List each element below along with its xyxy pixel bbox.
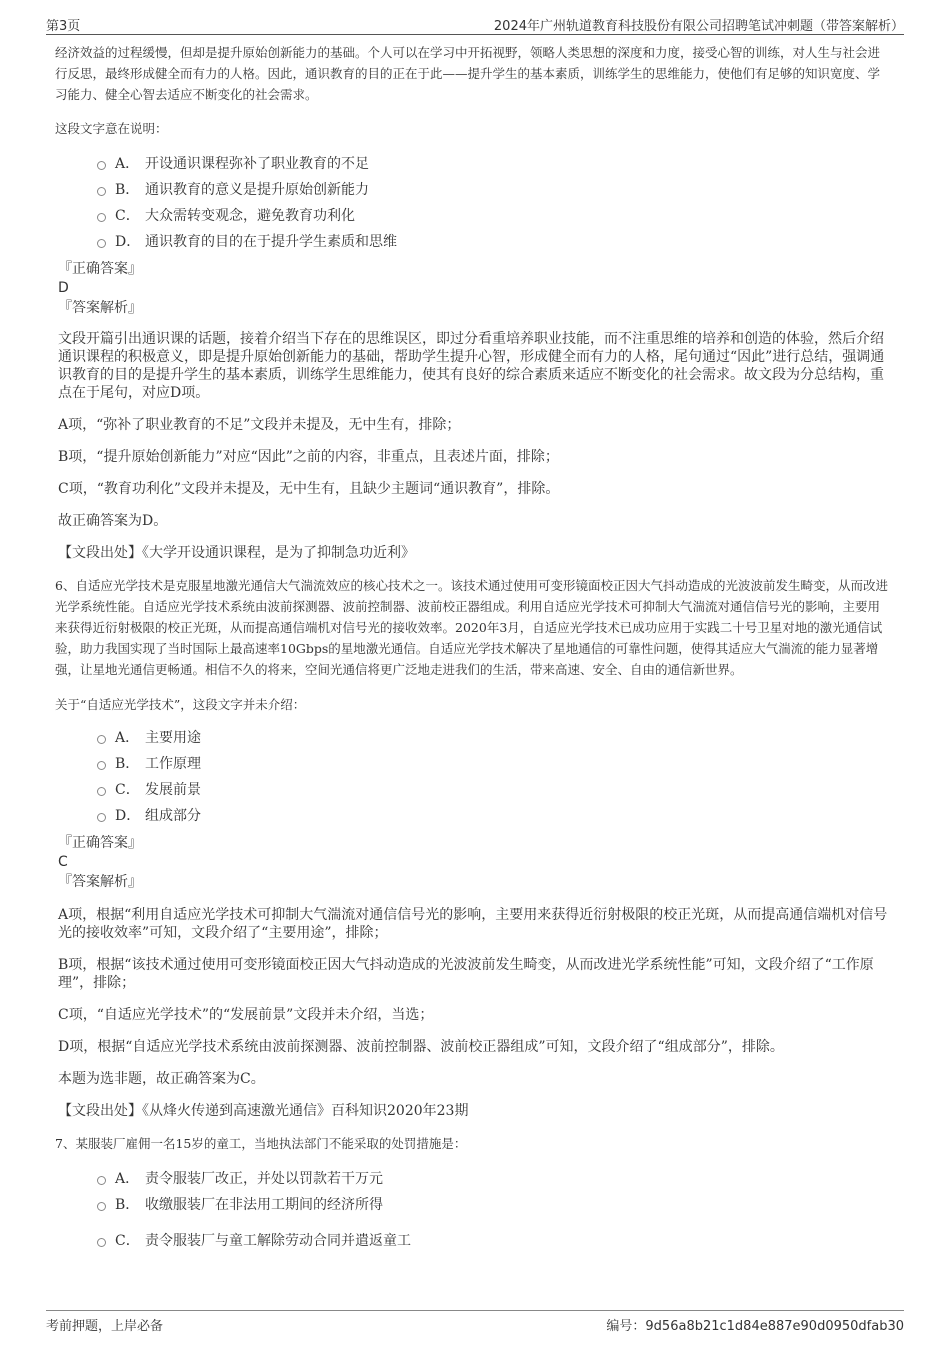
option-list [55,151,890,255]
radio-icon[interactable] [97,761,106,770]
question-stem: 这段文字意在说明： [55,121,168,136]
page-footer [46,1310,904,1333]
radio-icon[interactable] [97,239,106,248]
option-a[interactable]: A． 责令服装厂改正，并处以罚款若干万元 [55,1166,890,1192]
analysis-paragraph: 故正确答案为D。 [58,513,168,529]
option-list [55,725,890,829]
analysis-paragraph: D项，根据“自适应光学技术系统由波前探测器、波前控制器、波前校正器组成”可知，文段介绍了“组成部分”，排除。 [58,1039,784,1055]
answer-label: 『正确答案』 [58,835,142,851]
option-d[interactable]: D． 组成部分 [55,803,890,829]
answer-label: 『正确答案』 [58,261,142,277]
option-b[interactable]: B． 工作原理 [55,751,890,777]
radio-icon[interactable] [97,813,106,822]
document-body [55,42,890,1254]
radio-icon[interactable] [97,187,106,196]
document-title: 2024年广州轨道教育科技股份有限公司招聘笔试冲刺题（带答案解析） [493,19,904,34]
analysis-paragraph: 文段开篇引出通识课的话题，接着介绍当下存在的思维误区，即过分看重培养职业技能，而不注重思维的培养和创造的体验，然后介绍通识课程的积极意义，即是提升原始创新能力的基础，帮助学生提升心智，形成健全而有力的人格，尾句通过“因此”进行总结，强调通识教育的目的是提升学生的基本素质，训练学生思维能力，使其有良好的综合素质来适应不断变化的社会需求。故文段为分总结构，重点在于尾句，对应D项。 [58,331,885,401]
option-text: 通识教育的目的在于提升学生素质和思维 [145,234,397,250]
option-a[interactable]: A． 主要用途 [55,725,890,751]
option-c[interactable]: C． 责令服装厂与童工解除劳动合同并遣返童工 [55,1228,890,1254]
radio-icon[interactable] [97,161,106,170]
option-text: 大众需转变观念，避免教育功利化 [145,208,355,224]
option-a[interactable]: A． 开设通识课程弥补了职业教育的不足 [55,151,890,177]
option-list [55,1166,890,1254]
question-stem: 关于“自适应光学技术”，这段文字并未介绍： [55,697,306,712]
question-passage: 经济效益的过程缓慢，但却是提升原始创新能力的基础。个人可以在学习中开拓视野，领略人类思想的深度和力度，接受心智的训练，对人生与社会进行反思，最终形成健全而有力的人格。因此，通识教育的目的正在于此——提升学生的基本素质，训练学生的思维能力，使他们有足够的知识宽度、学习能力、健全心智去适应不断变化的社会需求。 [55,45,881,102]
option-c[interactable]: C． 大众需转变观念，避免教育功利化 [55,203,890,229]
option-text: 收缴服装厂在非法用工期间的经济所得 [145,1197,383,1213]
document-code: 编号：9d56a8b21c1d84e887e90d0950dfab30 [606,1319,904,1334]
radio-icon[interactable] [97,1202,106,1211]
analysis-paragraph: 本题为选非题，故正确答案为C。 [58,1071,265,1087]
source-citation: 【文段出处】《大学开设通识课程，是为了抑制急功近利》 [58,545,415,561]
analysis-paragraph: A项，“弥补了职业教育的不足”文段并未提及，无中生有，排除； [58,417,461,433]
option-text: 责令服装厂与童工解除劳动合同并遣返童工 [145,1233,411,1249]
correct-answer: C [58,854,68,870]
option-text: 开设通识课程弥补了职业教育的不足 [145,156,369,172]
option-text: 主要用途 [145,730,201,746]
option-b[interactable]: B． 通识教育的意义是提升原始创新能力 [55,177,890,203]
option-text: 组成部分 [145,808,201,824]
option-b[interactable]: B． 收缴服装厂在非法用工期间的经济所得 [55,1192,890,1218]
question-passage: 6、自适应光学技术是克服星地激光通信大气湍流效应的核心技术之一。该技术通过使用可变形镜面校正因大气抖动造成的光波波前发生畸变，从而改进光学系统性能。自适应光学技术系统由波前探测器、波前控制器、波前校正器组成。利用自适应光学技术可抑制大气湍流对通信信号光的影响，主要用来获得近衍射极限的校正光斑，从而提高通信端机对信号光的接收效率。2020年3月，自适应光学技术已成功应用于实践二十号卫星对地的激光通信试验，助力我国实现了当时国际上最高速率10Gbps的星地激光通信。自适应光学技术解决了星地通信的可靠性问题，使得其适应大气湍流的能力显著增强，让星地光通信更畅通。相信不久的将来，空间光通信将更广泛地走进我们的生活，带来高速、安全、自由的通信新世界。 [55,578,888,677]
option-text: 发展前景 [145,782,201,798]
analysis-paragraph: B项，根据“该技术通过使用可变形镜面校正因大气抖动造成的光波波前发生畸变，从而改进光学系统性能”可知，文段介绍了“工作原理”，排除； [58,957,874,991]
page-number: 第3页 [46,19,81,34]
option-d[interactable]: D． 通识教育的目的在于提升学生素质和思维 [55,229,890,255]
analysis-paragraph: C项，“教育功利化”文段并未提及，无中生有，且缺少主题词“通识教育”，排除。 [58,481,560,497]
analysis-paragraph: B项，“提升原始创新能力”对应“因此”之前的内容，非重点，且表述片面，排除； [58,449,559,465]
radio-icon[interactable] [97,1238,106,1247]
radio-icon[interactable] [97,787,106,796]
correct-answer: D [58,280,69,296]
option-text: 责令服装厂改正，并处以罚款若干万元 [145,1171,383,1187]
option-text: 通识教育的意义是提升原始创新能力 [145,182,369,198]
radio-icon[interactable] [97,735,106,744]
option-c[interactable]: C． 发展前景 [55,777,890,803]
page-header [46,14,904,35]
analysis-paragraph: A项，根据“利用自适应光学技术可抑制大气湍流对通信信号光的影响，主要用来获得近衍射极限的校正光斑，从而提高通信端机对信号光的接收效率”可知，文段介绍了“主要用途”，排除； [58,907,888,941]
question-stem: 7、某服装厂雇佣一名15岁的童工，当地执法部门不能采取的处罚措施是： [55,1136,467,1151]
radio-icon[interactable] [97,1176,106,1185]
analysis-label: 『答案解析』 [58,300,142,316]
option-text: 工作原理 [145,756,201,772]
footer-slogan: 考前押题，上岸必备 [46,1319,164,1334]
analysis-label: 『答案解析』 [58,874,142,890]
analysis-paragraph: C项，“自适应光学技术”的“发展前景”文段并未介绍，当选； [58,1007,434,1023]
radio-icon[interactable] [97,213,106,222]
source-citation: 【文段出处】《从烽火传递到高速激光通信》百科知识2020年23期 [58,1103,469,1119]
